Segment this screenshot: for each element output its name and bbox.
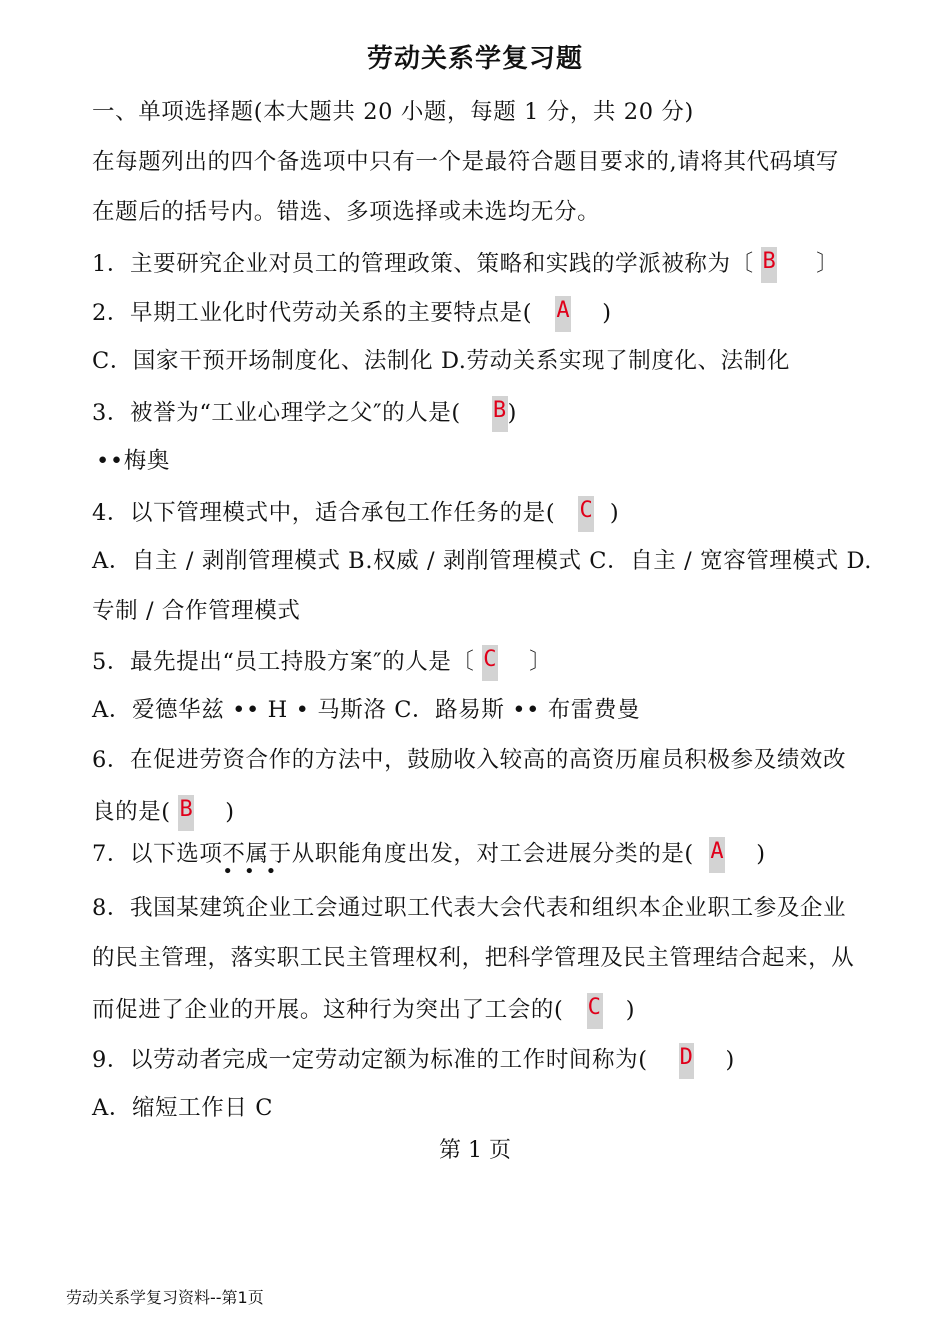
question-4 bbox=[92, 496, 619, 532]
bracket-close: ) bbox=[725, 841, 766, 867]
question-text: 而促进了企业的开展。这种行为突出了工会的( bbox=[92, 997, 587, 1023]
answer-mark: B bbox=[178, 795, 194, 831]
question-1 bbox=[92, 247, 839, 283]
instructions-line: 在每题列出的四个备选项中只有一个是最符合题目要求的,请将其代码填写 bbox=[92, 149, 839, 175]
question-options: A．爱德华兹 •• H • 马斯洛 C．路易斯 •• 布雷费曼 bbox=[92, 697, 641, 723]
question-text: 3．被誉为“工业心理学之父″的人是( bbox=[92, 400, 492, 426]
question-options: A．缩短工作日 C bbox=[92, 1095, 274, 1121]
question-text: 6．在促进劳资合作的方法中，鼓励收入较高的高资历雇员积极参及绩效改 bbox=[92, 747, 847, 773]
bracket-close: 〕 bbox=[777, 251, 840, 277]
question-text: 2．早期工业化时代劳动关系的主要特点是( bbox=[92, 300, 556, 326]
answer-mark: C bbox=[482, 645, 498, 681]
question-text: 1．主要研究企业对员工的管理政策、策略和实践的学派被称为〔 bbox=[92, 251, 762, 277]
question-text: 5．最先提出“员工持股方案″的人是〔 bbox=[92, 649, 483, 675]
question-text: 从职能角度出发，对工会进展分类的是( bbox=[291, 841, 710, 867]
question-text: 4．以下管理模式中，适合承包工作任务的是( bbox=[92, 500, 579, 526]
question-text: 7．以下选项 bbox=[92, 841, 223, 867]
answer-mark: A bbox=[709, 837, 725, 873]
bracket-close: ) bbox=[507, 400, 518, 426]
question-options: 专制 / 合作管理模式 bbox=[92, 598, 301, 624]
question-8 bbox=[92, 993, 635, 1029]
question-options: A．自主 / 剥削管理模式 B.权威 / 剥削管理模式 C．自主 / 宽容管理模式 D. bbox=[92, 548, 873, 574]
page-footer: 劳动关系学复习资料--第1页 bbox=[66, 1288, 264, 1307]
section-heading: 一、单项选择题(本大题共 20 小题，每题 1 分，共 20 分) bbox=[92, 99, 694, 125]
answer-mark: C bbox=[578, 496, 594, 532]
question-text: 8．我国某建筑企业工会通过职工代表大会代表和组织本企业职工参及企业 bbox=[92, 895, 847, 921]
question-3 bbox=[92, 396, 517, 432]
answer-mark: D bbox=[679, 1043, 695, 1079]
page-title: 劳动关系学复习题 bbox=[366, 44, 583, 74]
question-7 bbox=[92, 837, 766, 882]
answer-mark: C bbox=[587, 993, 603, 1029]
question-2 bbox=[92, 296, 612, 332]
answer-mark: B bbox=[492, 396, 508, 432]
bracket-close: ) bbox=[602, 997, 636, 1023]
bracket-close: ) bbox=[694, 1047, 735, 1073]
bracket-close: 〕 bbox=[498, 649, 553, 675]
bracket-close: ) bbox=[594, 500, 620, 526]
question-9 bbox=[92, 1043, 735, 1079]
answer-mark: B bbox=[761, 247, 777, 283]
question-6 bbox=[92, 795, 235, 831]
page-number: 第 1 页 bbox=[439, 1138, 511, 1163]
question-options: C．国家干预开场制度化、法制化 D.劳动关系实现了制度化、法制化 bbox=[92, 348, 790, 374]
emphasis-label: 不属于 bbox=[222, 841, 292, 867]
emphasis-text bbox=[222, 839, 292, 882]
bracket-close: ) bbox=[571, 300, 612, 326]
instructions-line: 在题后的括号内。错选、多项选择或未选均无分。 bbox=[92, 199, 601, 225]
question-5 bbox=[92, 645, 552, 681]
emphasis-dots: ••• bbox=[222, 861, 288, 882]
question-text: 的民主管理，落实职工民主管理权利，把科学管理及民主管理结合起来，从 bbox=[92, 945, 855, 971]
bracket-close: ) bbox=[194, 799, 235, 825]
question-text: 良的是( bbox=[92, 799, 179, 825]
question-options: ••梅奥 bbox=[96, 448, 170, 474]
question-text: 9．以劳动者完成一定劳动定额为标准的工作时间称为( bbox=[92, 1047, 679, 1073]
answer-mark: A bbox=[555, 296, 571, 332]
